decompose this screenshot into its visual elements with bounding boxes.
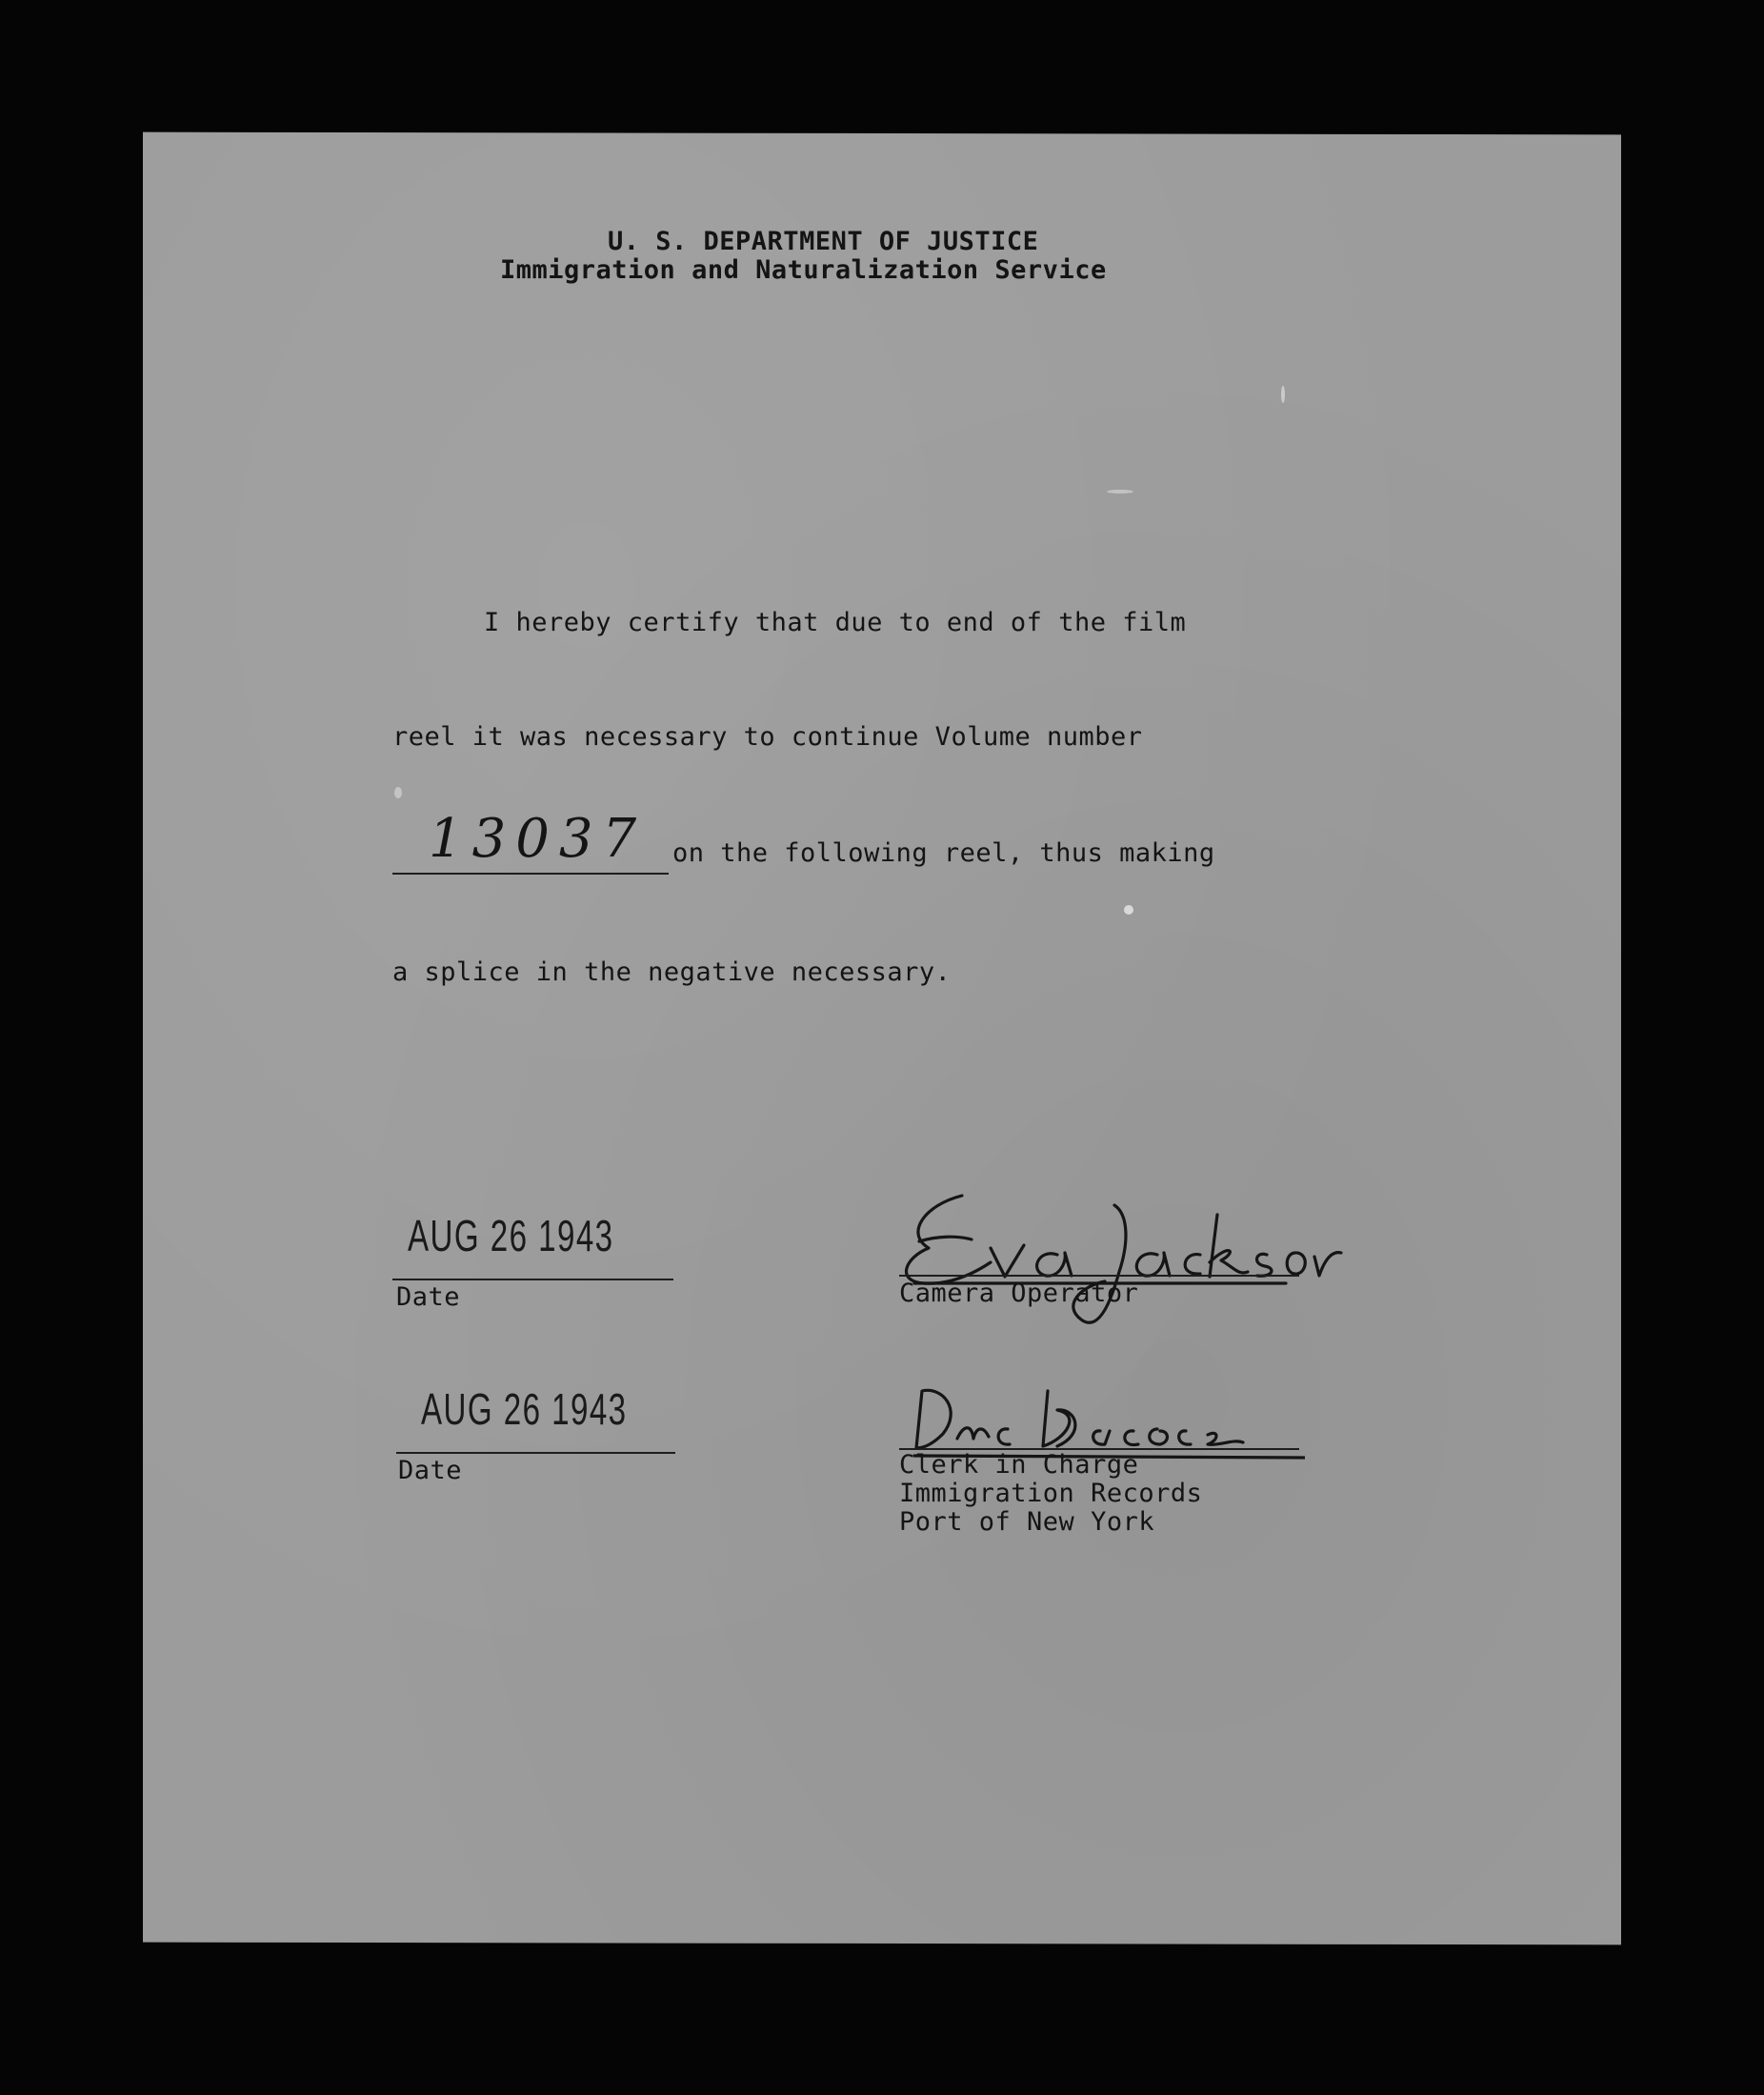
body-line-4: a splice in the negative necessary. [392,957,952,987]
date-stamp-2: AUG 26 1943 [421,1384,628,1434]
dust-speck [1107,490,1133,494]
clerk-title-line-1: Clerk in Charge [899,1450,1139,1480]
camera-operator-title: Camera Operator [899,1279,1139,1308]
header-department: U. S. DEPARTMENT OF JUSTICE [608,227,1039,256]
date-line-2 [396,1452,675,1454]
date-label-2: Date [398,1456,463,1485]
body-line-1: I hereby certify that due to end of the film [484,608,1187,637]
camera-operator-line [899,1275,1299,1277]
date-stamp-1: AUG 26 1943 [408,1211,614,1260]
dust-speck [1281,386,1285,403]
clerk-title-line-2: Immigration Records [899,1479,1203,1508]
date-label-1: Date [396,1282,461,1312]
header-service: Immigration and Naturalization Service [500,255,1107,285]
dust-speck [1124,905,1133,915]
volume-number: 13037 [429,808,647,870]
date-line-1 [392,1279,673,1280]
volume-number-line [392,873,669,875]
dust-speck [394,787,402,798]
camera-operator-signature [886,1177,1343,1348]
clerk-title-line-3: Port of New York [899,1507,1155,1537]
body-line-3: on the following reel, thus making [672,838,1215,868]
document-page [143,132,1621,1945]
body-line-2: reel it was necessary to continue Volume number [392,722,1143,752]
